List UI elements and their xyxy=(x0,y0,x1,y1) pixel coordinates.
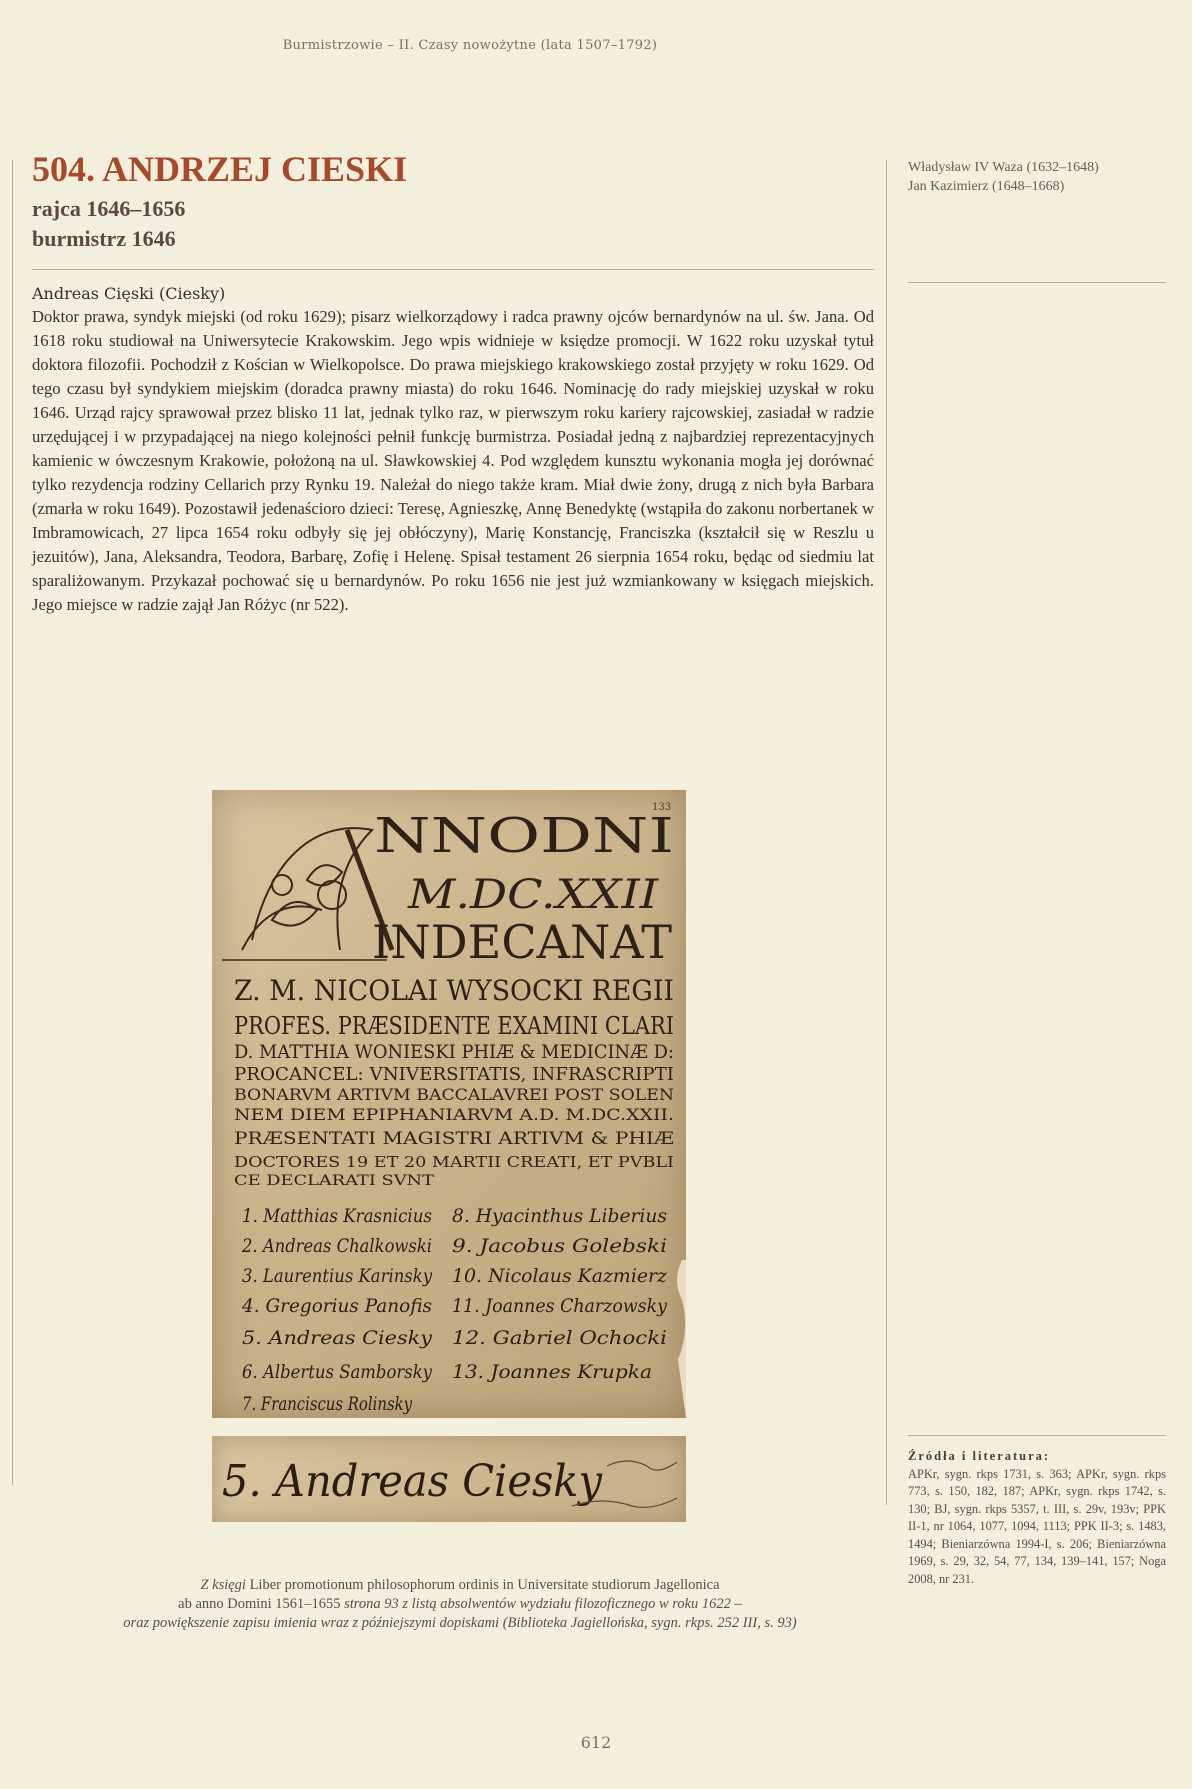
entry-main-column xyxy=(32,150,874,617)
signature-drawing xyxy=(212,1436,686,1522)
ms-name-right-6: 13. Joannes Krupka xyxy=(452,1361,652,1383)
ms-name-left-5: 5. Andreas Ciesky xyxy=(242,1327,433,1349)
sources-heading: Źródła i literatura: xyxy=(908,1449,1051,1463)
page-number: 612 xyxy=(580,1733,612,1752)
ms-name-right-4: 11. Joannes Charzowsky xyxy=(452,1295,668,1317)
side-rule xyxy=(908,282,1166,283)
ms-name-left-3: 3. Laurentius Karinsky xyxy=(242,1265,433,1287)
ms-line-12: CE DECLARATI SVNT xyxy=(234,1173,435,1189)
caption-line2-a: ab anno Domini 1561–1655 xyxy=(178,1596,341,1612)
ms-name-right-5: 12. Gabriel Ochocki xyxy=(452,1327,667,1349)
manuscript-page-image xyxy=(212,790,686,1418)
ms-name-left-1: 1. Matthias Krasnicius xyxy=(242,1205,433,1227)
ms-line-8: BONARVM ARTIVM BACCALAVREI POST SOLEN xyxy=(234,1085,674,1104)
ms-name-left-7: 7. Franciscus Rolinsky xyxy=(242,1393,413,1415)
ms-line-2: M.DC.XXII xyxy=(406,872,660,918)
ms-name-left-6: 6. Albertus Samborsky xyxy=(242,1361,433,1383)
caption-line3: oraz powiększenie zapisu imienia wraz z późniejszymi dopiskami (Biblioteka Jagiellońska, sygn. rkps. 252 III, s. 93) xyxy=(123,1615,797,1631)
ms-line-1: NNODNI xyxy=(374,808,674,864)
ms-line-9: NEM DIEM EPIPHANIARVM A.D. M.DC.XXII. xyxy=(234,1105,674,1124)
caption-line1-a: Z księgi xyxy=(200,1577,246,1593)
ms-line-7: PROCANCEL: VNIVERSITATIS, INFRASCRIPTI xyxy=(234,1064,674,1085)
office-councillor: rajca 1646–1656 xyxy=(32,195,186,221)
ms-line-11: DOCTORES 19 ET 20 MARTII CREATI, ET PVBLI xyxy=(234,1153,675,1171)
office-mayor: burmistrz 1646 xyxy=(32,226,176,252)
ms-name-left-2: 2. Andreas Chalkowski xyxy=(241,1235,432,1257)
ms-name-left-4: 4. Gregorius Panofis xyxy=(241,1295,433,1317)
reigning-kings xyxy=(908,158,1178,196)
torn-edge xyxy=(677,1260,686,1418)
ms-line-6: D. MATTHIA WONIESKI PHIÆ & MEDICINÆ D: xyxy=(234,1041,674,1063)
column-divider xyxy=(886,160,887,1505)
figure-caption xyxy=(60,1576,860,1633)
king-2: Jan Kazimierz (1648–1668) xyxy=(908,179,1065,194)
king-1: Władysław IV Waza (1632–1648) xyxy=(908,160,1099,175)
ms-line-3: INDECANAT xyxy=(372,915,673,969)
left-margin-rule xyxy=(12,160,13,1485)
ms-line-4: Z. M. NICOLAI WYSOCKI REGII xyxy=(234,974,674,1007)
ms-line-10: PRÆSENTATI MAGISTRI ARTIVM & PHIÆ xyxy=(234,1129,674,1149)
ms-name-right-1: 8. Hyacinthus Liberius xyxy=(452,1205,668,1227)
ms-name-right-3: 10. Nicolaus Kazmierz xyxy=(452,1265,668,1287)
caption-line1-b: Liber promotionum philosophorum ordinis in Universitate studiorum Jagellonica xyxy=(249,1577,720,1593)
header-rule xyxy=(32,269,874,270)
manuscript-corner-number: 133 xyxy=(652,802,672,813)
ms-name-right-2: 9. Jacobus Golebski xyxy=(452,1235,667,1257)
ms-line-5: PROFES. PRÆSIDENTE EXAMINI CLARI xyxy=(234,1012,674,1040)
sources-text: APKr, sygn. rkps 1731, s. 363; APKr, sygn. rkps 773, s. 150, 182, 187; APKr, sygn. rkps 1742, s. 130; BJ, sygn. rkps 5357, t. III, s. 29v, 193v; PPK II-1, nr 1064, 1077, 1094, 1113; PPK II-3; s. 1483, 1494; Bieniarzówna 1994-I, s. 206; Bieniarzówna 1969, s. 29, 32, 54, 77, 134, 139–141, 157; Noga 2008, nr 231. xyxy=(908,1466,1166,1586)
name-variant: Andreas Cięski (Ciesky) xyxy=(32,284,226,304)
manuscript-drawing xyxy=(212,790,686,1418)
decorated-initial xyxy=(222,828,392,960)
caption-line2-b: strona 93 z listą absolwentów wydziału filozoficznego w roku 1622 – xyxy=(344,1596,742,1612)
sources-block xyxy=(908,1448,1166,1588)
signature-enlargement-image xyxy=(212,1436,686,1522)
biography-text: Doktor prawa, syndyk miejski (od roku 1629); pisarz wielkorządowy i radca prawny ojców bernardynów na ul. św. Jana. Od 1618 roku studiował na Uniwersytecie Krakowskim. Jego wpis widnieje w księdze promocji. W 1622 roku uzyskał tytuł doktora filozofii. Pochodził z Kościan w Wielkopolsce. Do prawa miejskiego krakowskiego został przyjęty w roku 1629. Od tego czasu był syndykiem miejskim (doradca prawny miasta) do roku 1646. Nominację do rady miejskiej uzyskał w roku 1646. Urząd rajcy sprawował przez blisko 11 lat, jednak tylko raz, w pierwszym roku kariery rajcowskiej, zasiadał w radzie urzędującej i w przypadającej na niego kolejności pełnił funkcję burmistrza. Posiadał jedną z najbardziej reprezentacyjnych kamienic w ówczesnym Krakowie, położoną na ul. Sławkowskiej 4. Pod względem kunsztu wykonania mogła jej dorównać tylko rezydencja rodziny Cellarich przy Rynku 19. Należał do niego także kram. Miał dwie żony, drugą z nich była Barbara (zmarła w roku 1649). Pozostawił jedenaścioro dzieci: Teresę, Agnieszkę, Annę Benedyktę (wstąpiła do zakonu norbertanek w Imbramowicach, 27 lipca 1654 roku odbyły się jej obłóczyny), Marię Konstancję, Franciszka (kształcił się w Reszlu u jezuitów), Jana, Aleksandra, Teodora, Barbarę, Zofię i Helenę. Spisał testament 26 sierpnia 1654 roku, będąc od siedmiu lat sparaliżowanym. Przykazał pochować się u bernardynów. Po roku 1656 nie jest już wzmiankowany w księgach miejskich. Jego miejsce w radzie zajął Jan Różyc (nr 522). xyxy=(32,307,874,615)
signature-text: 5. Andreas Ciesky xyxy=(222,1456,604,1507)
sources-rule xyxy=(908,1435,1166,1436)
running-head: Burmistrzowie – II. Czasy nowożytne (lata 1507–1792) xyxy=(282,38,658,53)
entry-title: 504. ANDRZEJ CIESKI xyxy=(32,149,408,189)
